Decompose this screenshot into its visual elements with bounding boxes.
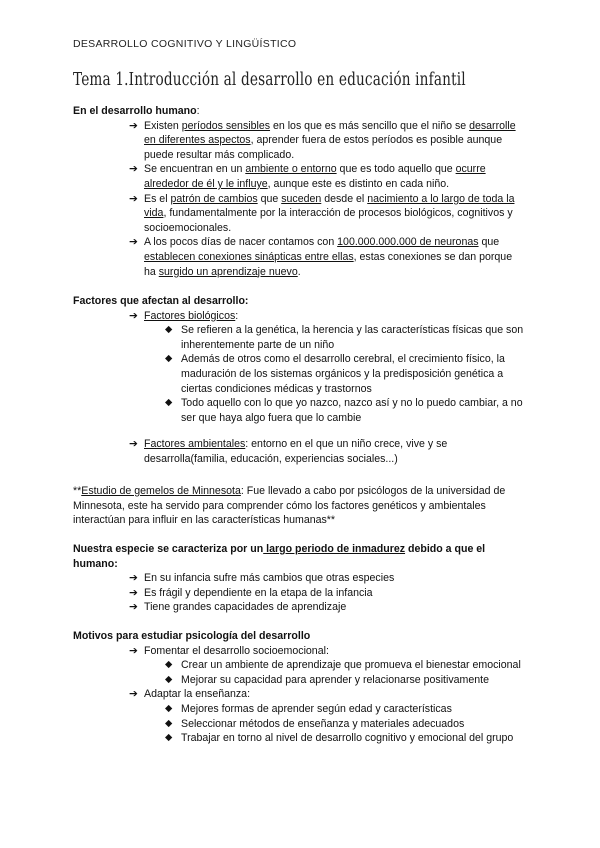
bullet-list <box>73 437 525 466</box>
text-run: Nuestra especie se caracteriza por un <box>73 543 264 555</box>
text-run: Es el <box>144 192 171 205</box>
underlined-text: nacimiento a lo largo de toda la vida <box>144 192 515 220</box>
arrow-icon: ➔ <box>129 236 138 249</box>
sub-bullet-list <box>73 702 525 746</box>
arrow-icon: ➔ <box>129 192 138 205</box>
underlined-text: Factores biológicos <box>144 309 236 322</box>
text-run: : Fue llevado a cabo por psicólogos de la universidad de Minnesota, este ha servido para comprender cómo los factores genéticos y ambientales interactúan para influir en las características humanas** <box>73 485 506 527</box>
arrow-icon: ➔ <box>129 163 138 176</box>
list-item <box>73 192 525 236</box>
underlined-text: largo periodo de inmadurez <box>263 543 406 555</box>
arrow-icon: ➔ <box>129 438 138 451</box>
list-item-factores-ambientales <box>73 437 525 466</box>
text-run: . <box>297 265 301 278</box>
underlined-text: Estudio de gemelos de Minnesota <box>81 485 241 497</box>
text-run: debido a que el humano: <box>73 543 486 570</box>
list-item <box>73 162 525 191</box>
arrow-icon: ➔ <box>129 309 138 322</box>
arrow-icon: ➔ <box>129 644 138 657</box>
text-run: Adaptar la enseñanza: <box>144 688 251 701</box>
list-item <box>73 658 525 673</box>
text-run: que <box>257 192 282 205</box>
text-run: Es frágil y dependiente en la etapa de la infancia <box>144 586 373 599</box>
arrow-icon: ➔ <box>129 688 138 701</box>
list-item <box>73 352 525 396</box>
text-run: que <box>478 236 500 249</box>
page-title: Tema 1.Introducción al desarrollo en educación infantil <box>73 70 466 90</box>
arrow-icon: ➔ <box>129 119 138 132</box>
list-item <box>73 702 525 717</box>
list-item <box>73 600 525 615</box>
text-run: Seleccionar métodos de enseñanza y materiales adecuados <box>181 717 465 730</box>
page-header: DESARROLLO COGNITIVO Y LINGÜÍSTICO <box>73 38 297 50</box>
list-item <box>73 731 525 746</box>
underlined-text: 100.000.000.000 de neuronas <box>337 236 479 249</box>
list-item <box>73 644 525 659</box>
sub-bullet-list <box>73 323 525 425</box>
diamond-icon: ◆ <box>165 732 173 744</box>
text-run: Mejores formas de aprender según edad y características <box>181 702 452 715</box>
list-item <box>73 235 525 279</box>
underlined-text: surgido un aprendizaje nuevo <box>158 265 298 278</box>
text-run: en los que es más sencillo que el niño se <box>270 119 470 132</box>
list-item <box>73 717 525 732</box>
text-run: Se refieren a la genética, la herencia y las características físicas que son inherentemente parte de un niño <box>181 324 524 351</box>
text-run: A los pocos días de nacer contamos con <box>144 236 338 249</box>
heading-text: En el desarrollo humano <box>73 105 197 117</box>
list-item <box>73 586 525 601</box>
section-factores <box>73 294 525 467</box>
text-run: ** <box>73 485 82 497</box>
list-item <box>73 571 525 586</box>
list-item <box>73 687 525 702</box>
text-run: En su infancia sufre más cambios que otras especies <box>144 572 395 585</box>
diamond-icon: ◆ <box>165 659 173 671</box>
underlined-text: establecen conexiones sinápticas entre ellas <box>144 250 354 263</box>
underlined-text: ocurre alrededor de él y le influye <box>144 163 486 190</box>
bullet-list <box>73 644 525 659</box>
bullet-list <box>73 119 525 280</box>
diamond-icon: ◆ <box>165 702 173 714</box>
section-motivos <box>73 629 525 746</box>
heading-colon: : <box>196 105 200 117</box>
text-run: Trabajar en torno al nivel de desarrollo cognitivo y emocional del grupo <box>181 732 514 745</box>
underlined-text: Factores ambientales <box>144 438 246 451</box>
section-heading <box>73 542 525 571</box>
bullet-list <box>73 309 525 324</box>
diamond-icon: ◆ <box>165 353 173 365</box>
text-run: , estas conexiones se dan porque ha <box>144 250 513 278</box>
underlined-text: períodos sensibles <box>181 119 271 132</box>
text-run: Todo aquello con lo que yo nazco, nazco así y no lo puedo cambiar, a no ser que haya algo fuera que lo cambie <box>181 397 523 424</box>
text-run: , aprender fuera de estos períodos es posible aunque puede resultar más complicado. <box>144 134 503 161</box>
text-run: , fundamentalmente por la interacción de procesos biológicos, cognitivos y socioemocionales. <box>144 207 513 234</box>
diamond-icon: ◆ <box>165 397 173 409</box>
text-run: Mejorar su capacidad para aprender y relacionarse positivamente <box>181 673 489 686</box>
section-heading <box>73 104 525 119</box>
underlined-text: desarrolle en diferentes aspectos <box>144 119 516 147</box>
list-item <box>73 323 525 352</box>
text-run: que es todo aquello que <box>336 163 456 176</box>
arrow-icon: ➔ <box>129 572 138 585</box>
diamond-icon: ◆ <box>165 717 173 729</box>
sub-bullet-list <box>73 658 525 687</box>
text-run: : <box>235 309 239 322</box>
diamond-icon: ◆ <box>165 324 173 336</box>
arrow-icon: ➔ <box>129 601 138 614</box>
text-run: , aunque este es distinto en cada niño. <box>267 177 450 190</box>
text-run: Se encuentran en un <box>144 163 246 176</box>
text-run: Crear un ambiente de aprendizaje que promueva el bienestar emocional <box>181 659 521 672</box>
bullet-list <box>73 687 525 702</box>
bullet-list <box>73 571 525 615</box>
section-desarrollo-humano <box>73 104 525 279</box>
list-item <box>73 119 525 163</box>
text-run: : entorno en el que un niño crece, vive y se desarrolla(familia, educación, experiencias sociales...) <box>144 438 448 465</box>
underlined-text: suceden <box>281 192 322 205</box>
diamond-icon: ◆ <box>165 673 173 685</box>
text-run: Fomentar el desarrollo socioemocional: <box>144 644 329 657</box>
list-item <box>73 396 525 425</box>
text-run: desde el <box>321 192 368 205</box>
text-run: Tiene grandes capacidades de aprendizaje <box>144 601 347 614</box>
list-item <box>73 673 525 688</box>
section-inmadurez <box>73 542 525 615</box>
underlined-text: patrón de cambios <box>170 192 258 205</box>
section-heading: Motivos para estudiar psicología del desarrollo <box>73 630 311 642</box>
section-heading: Factores que afectan al desarrollo: <box>73 295 249 307</box>
text-run: Existen <box>144 119 182 132</box>
text-run: Además de otros como el desarrollo cerebral, el crecimiento físico, la maduración de los sistemas orgánicos y la predisposición genética a ciertas condiciones médicas y trastornos <box>181 353 505 395</box>
note-paragraph <box>73 484 525 528</box>
underlined-text: ambiente o entorno <box>245 163 337 176</box>
arrow-icon: ➔ <box>129 586 138 599</box>
list-item-factores-biologicos <box>73 309 525 324</box>
